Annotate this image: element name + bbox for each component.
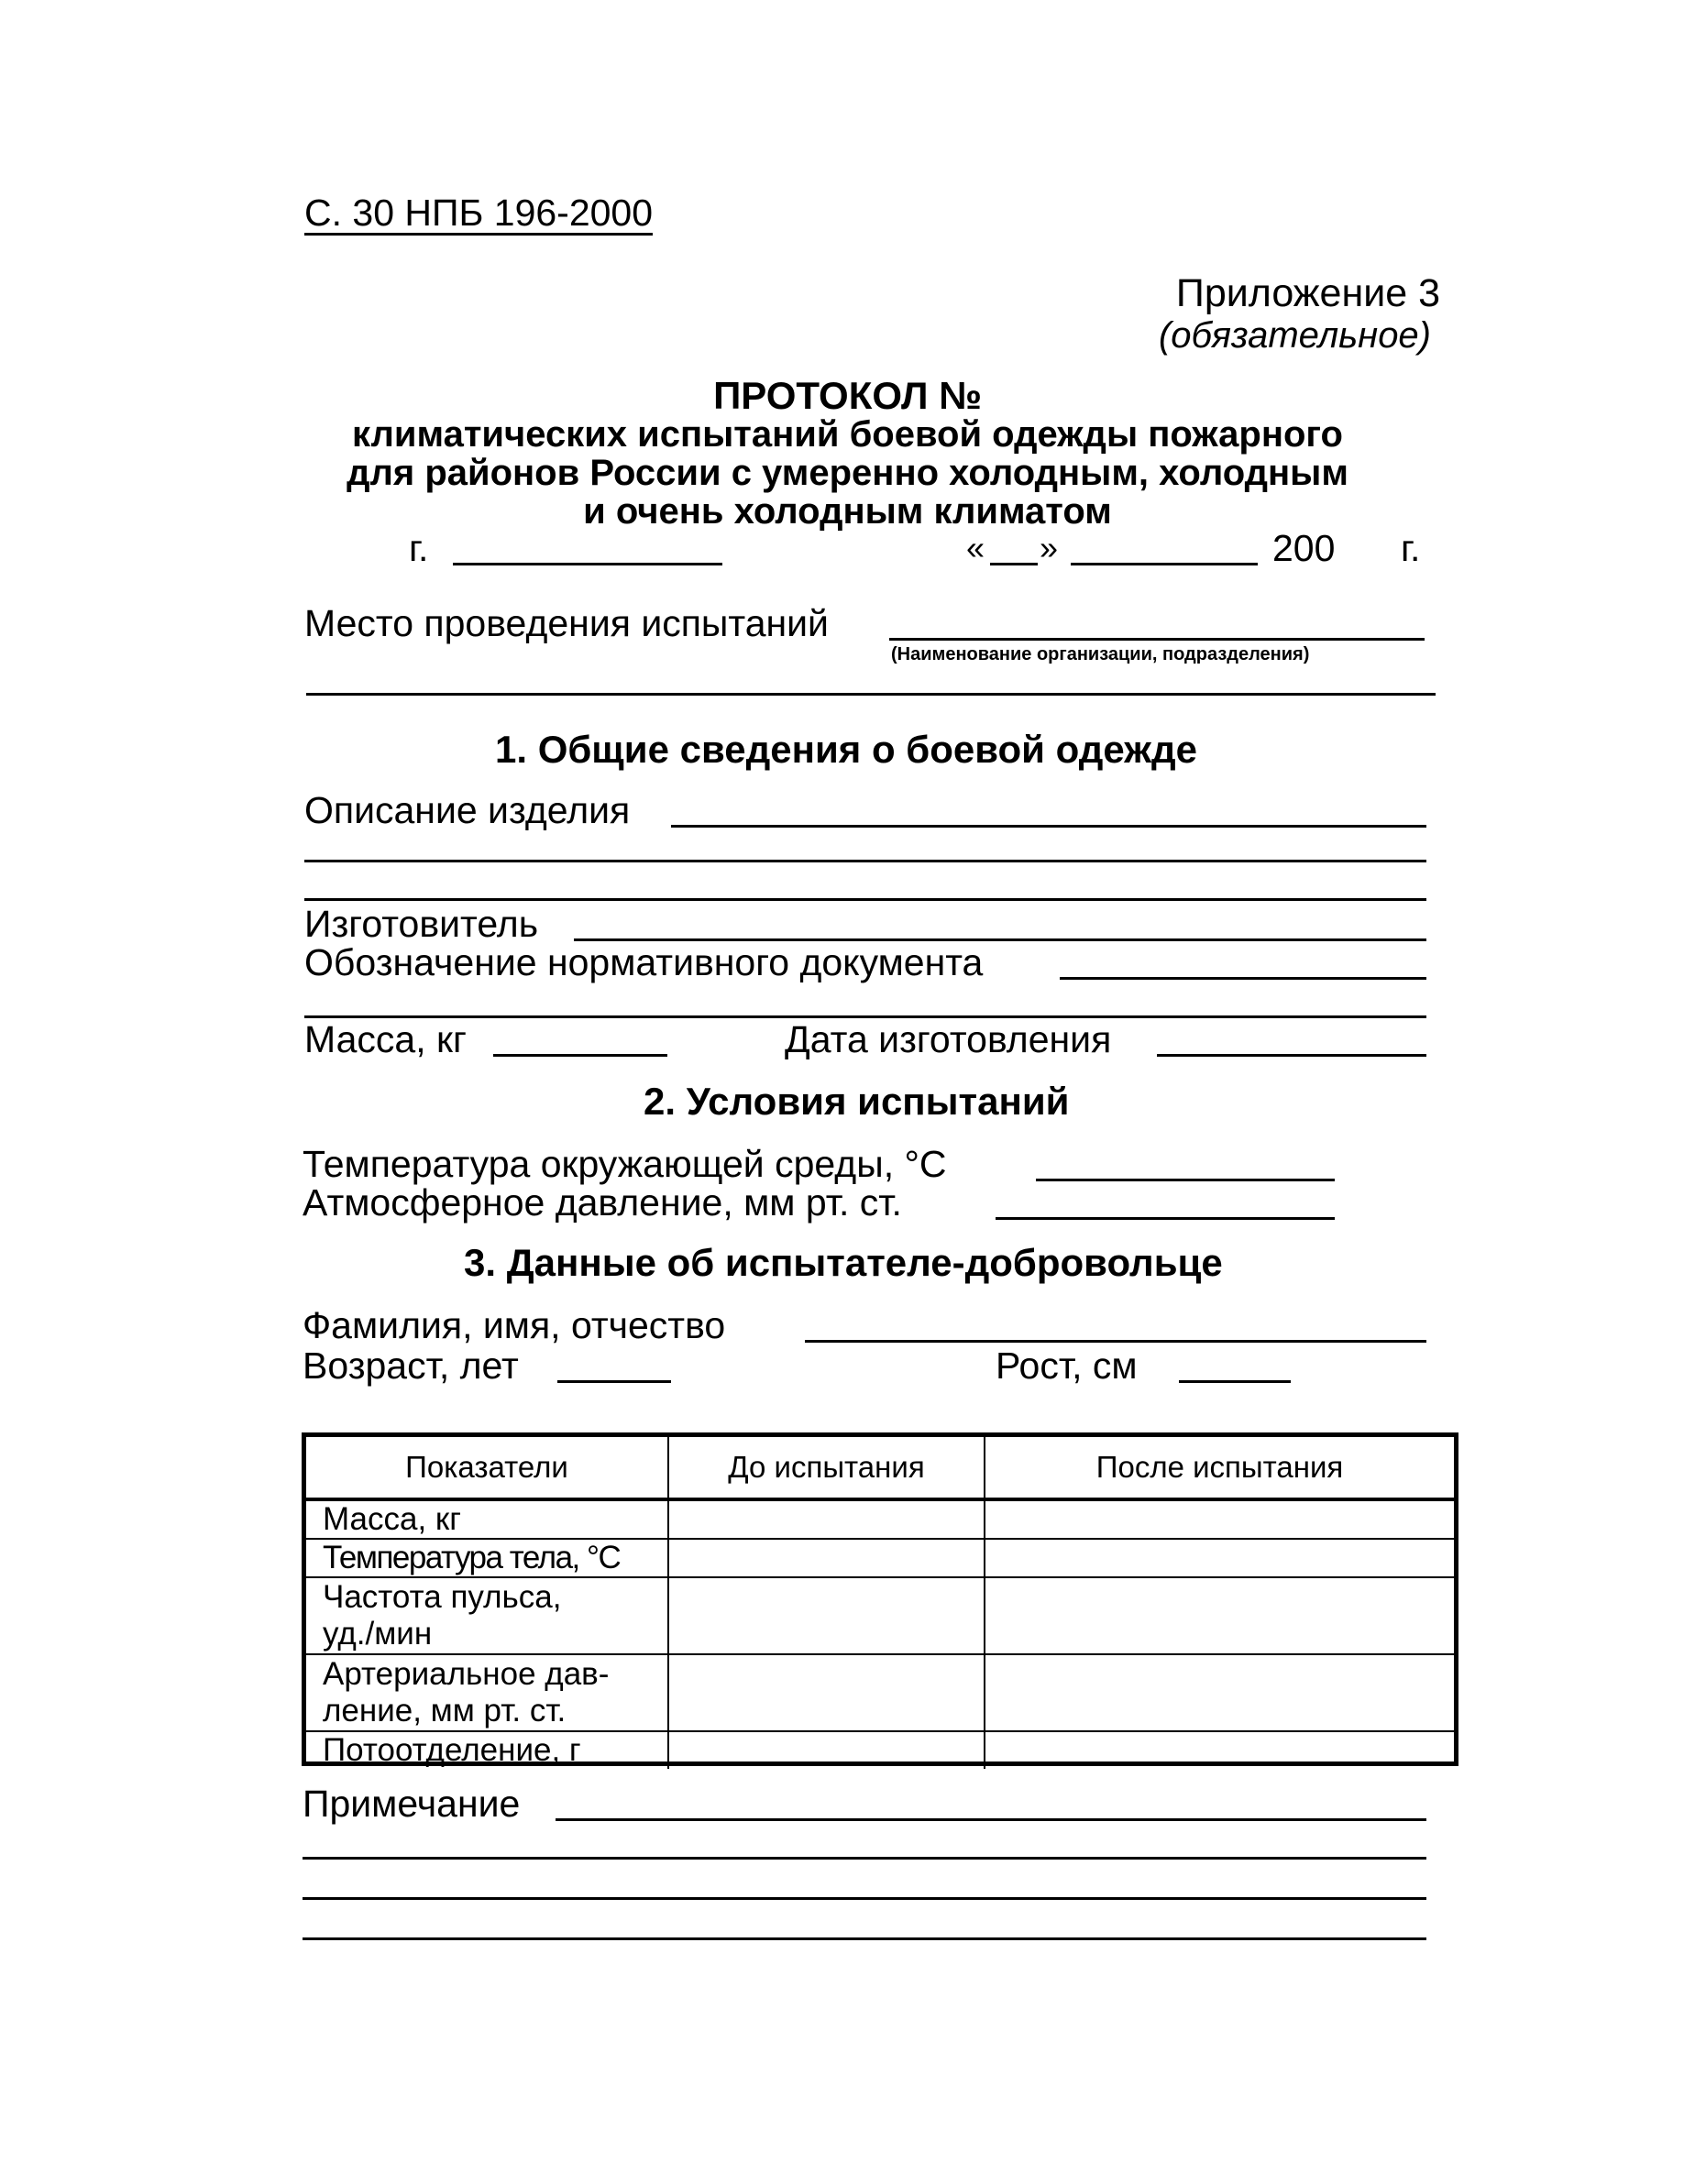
atmospheric-pressure-field[interactable] <box>996 1217 1335 1220</box>
description-label: Описание изделия <box>304 789 631 831</box>
row-label-pulse-line-2: уд./мин <box>323 1616 433 1652</box>
row-label-sweating: Потоотделение, г <box>323 1732 581 1768</box>
header-before-test: До испытания <box>668 1437 985 1499</box>
header-after-test: После испытания <box>985 1437 1454 1499</box>
cell-sweating-before[interactable] <box>668 1731 985 1769</box>
date-close-quote: » <box>1040 529 1059 566</box>
note-field-line-3[interactable] <box>303 1897 1426 1900</box>
full-name-field[interactable] <box>805 1340 1426 1343</box>
description-field[interactable] <box>671 825 1426 828</box>
table-row <box>306 1539 1454 1577</box>
table-row <box>306 1499 1454 1539</box>
mass-field[interactable] <box>493 1054 667 1057</box>
year-suffix: г. <box>1401 527 1421 569</box>
section-1-title: 1. Общие сведения о боевой одежде <box>495 728 1198 771</box>
description-field-line-3[interactable] <box>304 898 1426 901</box>
table-header-row <box>306 1437 1454 1499</box>
cell-sweating-after[interactable] <box>985 1731 1454 1769</box>
age-field[interactable] <box>557 1380 671 1383</box>
section-3-title: 3. Данные об испытателе-добровольце <box>464 1241 1223 1284</box>
table-row <box>306 1731 1454 1769</box>
header-indicators: Показатели <box>306 1437 668 1499</box>
height-field[interactable] <box>1179 1380 1291 1383</box>
mass-label: Масса, кг <box>304 1018 467 1060</box>
row-label-pressure-line-1: Артериальное дав- <box>323 1656 610 1692</box>
appendix-status: (обязательное) <box>1158 315 1431 356</box>
height-label: Рост, см <box>996 1344 1138 1387</box>
cell-mass-after[interactable] <box>985 1499 1454 1539</box>
date-open-quote: « <box>966 529 985 566</box>
full-name-label: Фамилия, имя, отчество <box>303 1304 726 1346</box>
row-label-body-temperature: Температура тела, °С <box>323 1540 621 1575</box>
protocol-subtitle-line-2: для районов России с умеренно холодным, холодным <box>347 453 1348 493</box>
place-hint: (Наименование организации, подразделения) <box>891 644 1310 664</box>
protocol-subtitle-line-1: климатических испытаний боевой одежды пожарного <box>352 414 1343 455</box>
cell-mass-before[interactable] <box>668 1499 985 1539</box>
row-label-pressure-line-2: ление, мм рт. ст. <box>323 1693 567 1729</box>
note-field[interactable] <box>556 1818 1426 1821</box>
city-field[interactable] <box>453 563 722 565</box>
table-row <box>306 1577 1454 1654</box>
note-field-line-2[interactable] <box>303 1857 1426 1860</box>
page-reference: С. 30 НПБ 196-2000 <box>304 192 654 234</box>
manufacture-date-field[interactable] <box>1157 1054 1426 1057</box>
row-label-pulse-line-1: Частота пульса, <box>323 1579 562 1615</box>
atmospheric-pressure-label: Атмосферное давление, мм рт. ст. <box>303 1181 902 1224</box>
section-2-title: 2. Условия испытаний <box>644 1080 1070 1123</box>
cell-pressure-before[interactable] <box>668 1654 985 1731</box>
age-label: Возраст, лет <box>303 1344 519 1387</box>
normdoc-field[interactable] <box>1060 977 1426 980</box>
row-label-mass: Масса, кг <box>323 1501 462 1537</box>
place-field[interactable] <box>889 638 1425 641</box>
table-row <box>306 1654 1454 1731</box>
cell-pulse-after[interactable] <box>985 1577 1454 1654</box>
month-field[interactable] <box>1071 563 1258 565</box>
appendix-title: Приложение 3 <box>1175 271 1440 315</box>
cell-pressure-after[interactable] <box>985 1654 1454 1731</box>
manufacturer-label: Изготовитель <box>304 903 539 945</box>
normdoc-label: Обозначение нормативного документа <box>304 941 984 983</box>
manufacture-date-label: Дата изготовления <box>785 1018 1112 1060</box>
city-prefix: г. <box>409 527 429 569</box>
protocol-subtitle-line-3: и очень холодным климатом <box>583 491 1112 532</box>
measurements-table <box>302 1432 1458 1766</box>
place-label: Место проведения испытаний <box>304 602 829 644</box>
cell-temperature-before[interactable] <box>668 1539 985 1577</box>
note-field-line-4[interactable] <box>303 1937 1426 1940</box>
description-field-line-2[interactable] <box>304 860 1426 862</box>
day-field[interactable] <box>990 563 1038 565</box>
cell-temperature-after[interactable] <box>985 1539 1454 1577</box>
ambient-temperature-field[interactable] <box>1036 1179 1335 1181</box>
cell-pulse-before[interactable] <box>668 1577 985 1654</box>
protocol-title: ПРОТОКОЛ № <box>713 374 982 417</box>
ambient-temperature-label: Температура окружающей среды, °С <box>303 1143 947 1185</box>
place-field-continuation[interactable] <box>306 693 1436 696</box>
note-label: Примечание <box>303 1783 521 1825</box>
year-prefix: 200 <box>1272 527 1336 569</box>
